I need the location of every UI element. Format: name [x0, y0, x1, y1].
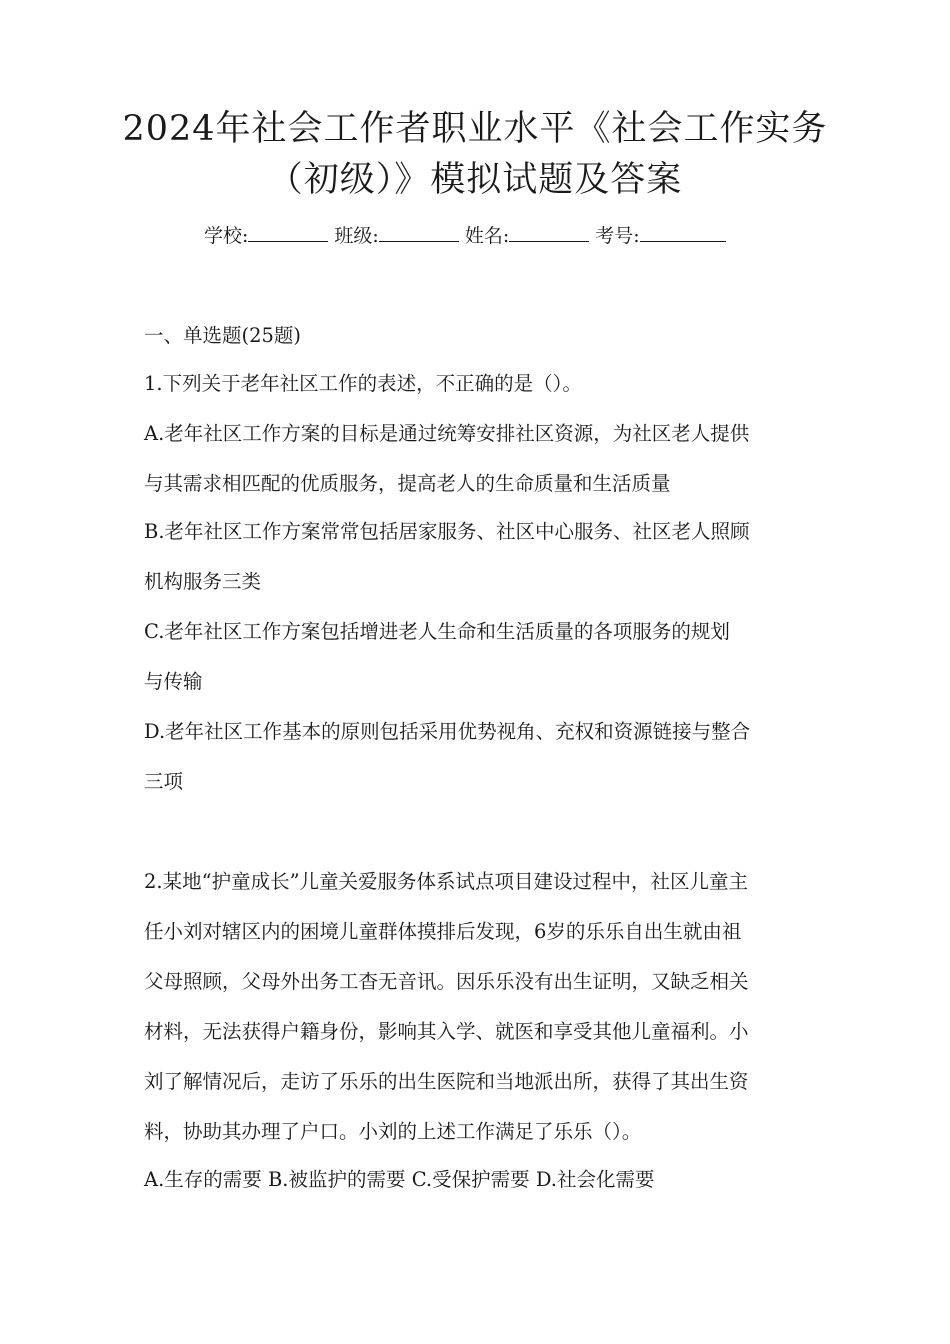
question-2-stem-line-1: 2.某地“护童成长”儿童关爱服务体系试点项目建设过程中，社区儿童主 — [144, 870, 749, 893]
exam-id-field[interactable] — [640, 223, 726, 242]
question-2-stem-line-5: 刘了解情况后，走访了乐乐的出生医院和当地派出所，获得了其出生资 — [144, 1070, 749, 1093]
document-title-line-1: 2024年社会工作者职业水平《社会工作实务 — [122, 109, 828, 149]
question-2-stem-line-6: 料，协助其办理了户口。小刘的上述工作满足了乐乐（）。 — [144, 1120, 642, 1143]
question-2-stem-line-3: 父母照顾，父母外出务工杳无音讯。因乐乐没有出生证明，又缺乏相关 — [144, 970, 749, 993]
class-label: 班级: — [334, 225, 379, 247]
question-1-option-d-cont: 三项 — [144, 770, 184, 793]
question-2-stem-line-2: 任小刘对辖区内的困境儿童群体摸排后发现，6岁的乐乐自出生就由祖 — [144, 920, 742, 943]
exam-id-label: 考号: — [595, 225, 640, 247]
question-1-option-c: C.老年社区工作方案包括增进老人生命和生活质量的各项服务的规划 — [144, 620, 730, 643]
class-field[interactable] — [379, 223, 459, 242]
question-2-options: A.生存的需要 B.被监护的需要 C.受保护需要 D.社会化需要 — [144, 1168, 655, 1191]
question-1-option-b-cont: 机构服务三类 — [144, 570, 262, 593]
question-1-option-c-cont: 与传输 — [144, 670, 203, 693]
school-field[interactable] — [248, 223, 328, 242]
question-1-option-b: B.老年社区工作方案常常包括居家服务、社区中心服务、社区老人照顾 — [144, 520, 750, 543]
name-label: 姓名: — [464, 225, 510, 247]
question-1-option-d: D.老年社区工作基本的原则包括采用优势视角、充权和资源链接与整合 — [144, 720, 751, 743]
question-1-option-a-cont: 与其需求相匹配的优质服务，提高老人的生命质量和生活质量 — [144, 472, 671, 495]
name-field[interactable] — [509, 223, 589, 242]
document-title-line-2: （初级）》模拟试题及答案 — [267, 160, 683, 200]
question-1-option-a: A.老年社区工作方案的目标是通过统筹安排社区资源，为社区老人提供 — [144, 422, 750, 445]
question-2-stem-line-4: 材料，无法获得户籍身份，影响其入学、就医和享受其他儿童福利。小 — [144, 1020, 749, 1043]
section-heading: 一、单选题(25题) — [144, 324, 302, 347]
student-info-row — [204, 222, 726, 250]
question-1-stem: 1.下列关于老年社区工作的表述，不正确的是（）。 — [144, 372, 582, 395]
school-label: 学校: — [204, 225, 249, 247]
